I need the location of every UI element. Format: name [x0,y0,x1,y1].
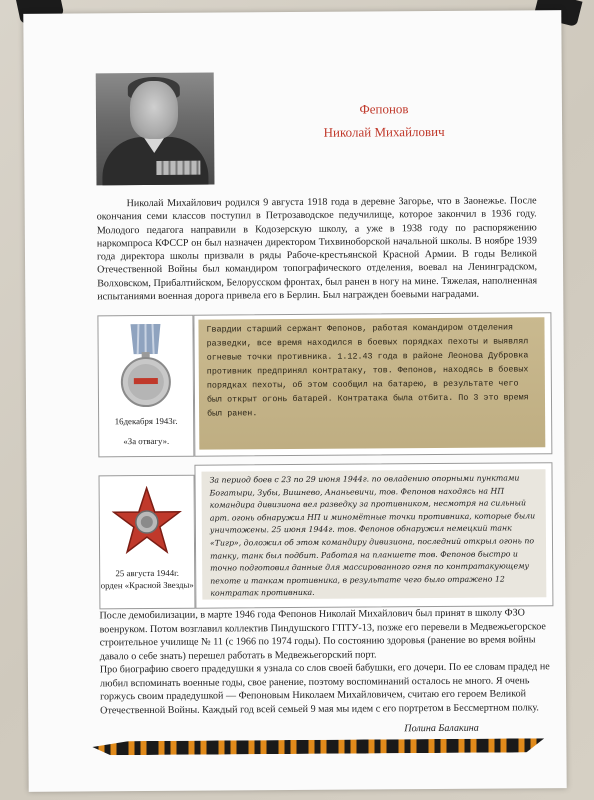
award2-citation-text: За период боев с 23 по 29 июня 1944г. по овладению опорными пунктами Богатыри, Зубы, Вишнево, Ананьевичи, тов. Фепонов находясь на НП командира дивизиона вел разведку за противником, несмотря на сильный арт. огонь обнаружил НП и миномётные точки противника, которые были уничтожены. 25 июня 1944г. тов. Фепонов обнаружил немецкий танк «Тигр», доложил об этом командиру дивизиона, последний открыл огонь по танку, танк был подбит. Работая на планшете тов. Фепонов быстро и точно подготовил данные для массированного огня по контратакующему пехоте и танкам противника, в результате чего было отражено 12 контратак противника. [201,469,546,599]
medal-courage-panel [97,315,194,458]
post-war-text [99,606,550,717]
award1-date: 16декабря 1943г. [114,415,178,427]
award2-date: 25 августа 1944г. [115,567,179,579]
biography-text [97,194,538,303]
award1-title: «За отвагу». [123,435,170,447]
first-name-heading: Николай Михайлович [323,123,445,140]
poster-sheet [23,10,566,792]
st-george-ribbon [92,738,544,755]
author-signature: Полина Балакина [404,722,479,735]
post-war-paragraph: После демобилизации, в марте 1946 года Фепонов Николай Михайлович был принят в школу ФЗО военруком. Потом возглавил коллектив Пиндушского ГПТУ-13, позже его перевели в Медвежьегорское строительное училище № 11 (с 1966 по 1974 годы). По состоянию здоровья (ранение во время войны давало о себе знать) перешел работать в Медвежьегорский порт. [99,607,546,662]
portrait-photo [96,73,215,186]
award2-citation-panel [194,462,553,608]
order-red-star-icon [112,486,182,556]
biography-paragraph: Николай Михайлович родился 9 августа 1918 года в деревне Загорье, что в Заонежье. После окончания семи классов поступил в Петрозаводское педучилище, которое закончил в 1936 году. Молодого педагога направили в Кодозерскую школу, а уже в 1938 году по распоряжению наркомпроса КФССР он был назначен директором Тихвиноборской начальной школы. В ноябре 1939 года директора школы призвали в ряды Рабоче-крестьянской Красной Армии. В годы Великой Отечественной Войны был командиром топографического отделения, воевал на Ленинградском, Волховском, Прибалтийском, Белорусском фронтах, был ранен в ногу на мине. Тяжелая, наполненная испытаниями военная дорога привела его в Берлин. Был награжден боевыми наградами. [96,195,538,303]
order-star-panel [99,475,196,610]
family-memory-paragraph: Про биографию своего прадедушки я узнала со слов своей бабушки, его дочери. По ее словам прадед не любил вспоминать военные годы, свое ранение, поэтому воспоминаний осталось не много. Я очень горжусь своим прадедушкой — Фепоновым Николаем Михайловичем, считаю его героем Великой Отечественной Войны. Каждый год всей семьей 9 мая мы идем с его портретом в Бессмертном полку. [99,661,550,716]
award1-citation-text: Гвардии старший сержант Фепонов, работая командиром отделения разведки, все время находился в боевых порядках пехоты и выявлял огневые точки противника. 1.12.43 года в районе Леонова Дубровка противник предпринял контратаку, тов. Фепонов, находясь в боевых порядках пехоты, об этом сообщил на батарею, в результате чего был открыт огонь батарей. Контратака была отбита. По 3 это время был ранен. [198,317,545,449]
surname-heading: Фепонов [359,101,409,117]
medal-for-courage-icon [115,324,176,410]
award2-title: орден «Красной Звезды» [100,579,194,591]
award1-citation-panel [193,312,552,456]
